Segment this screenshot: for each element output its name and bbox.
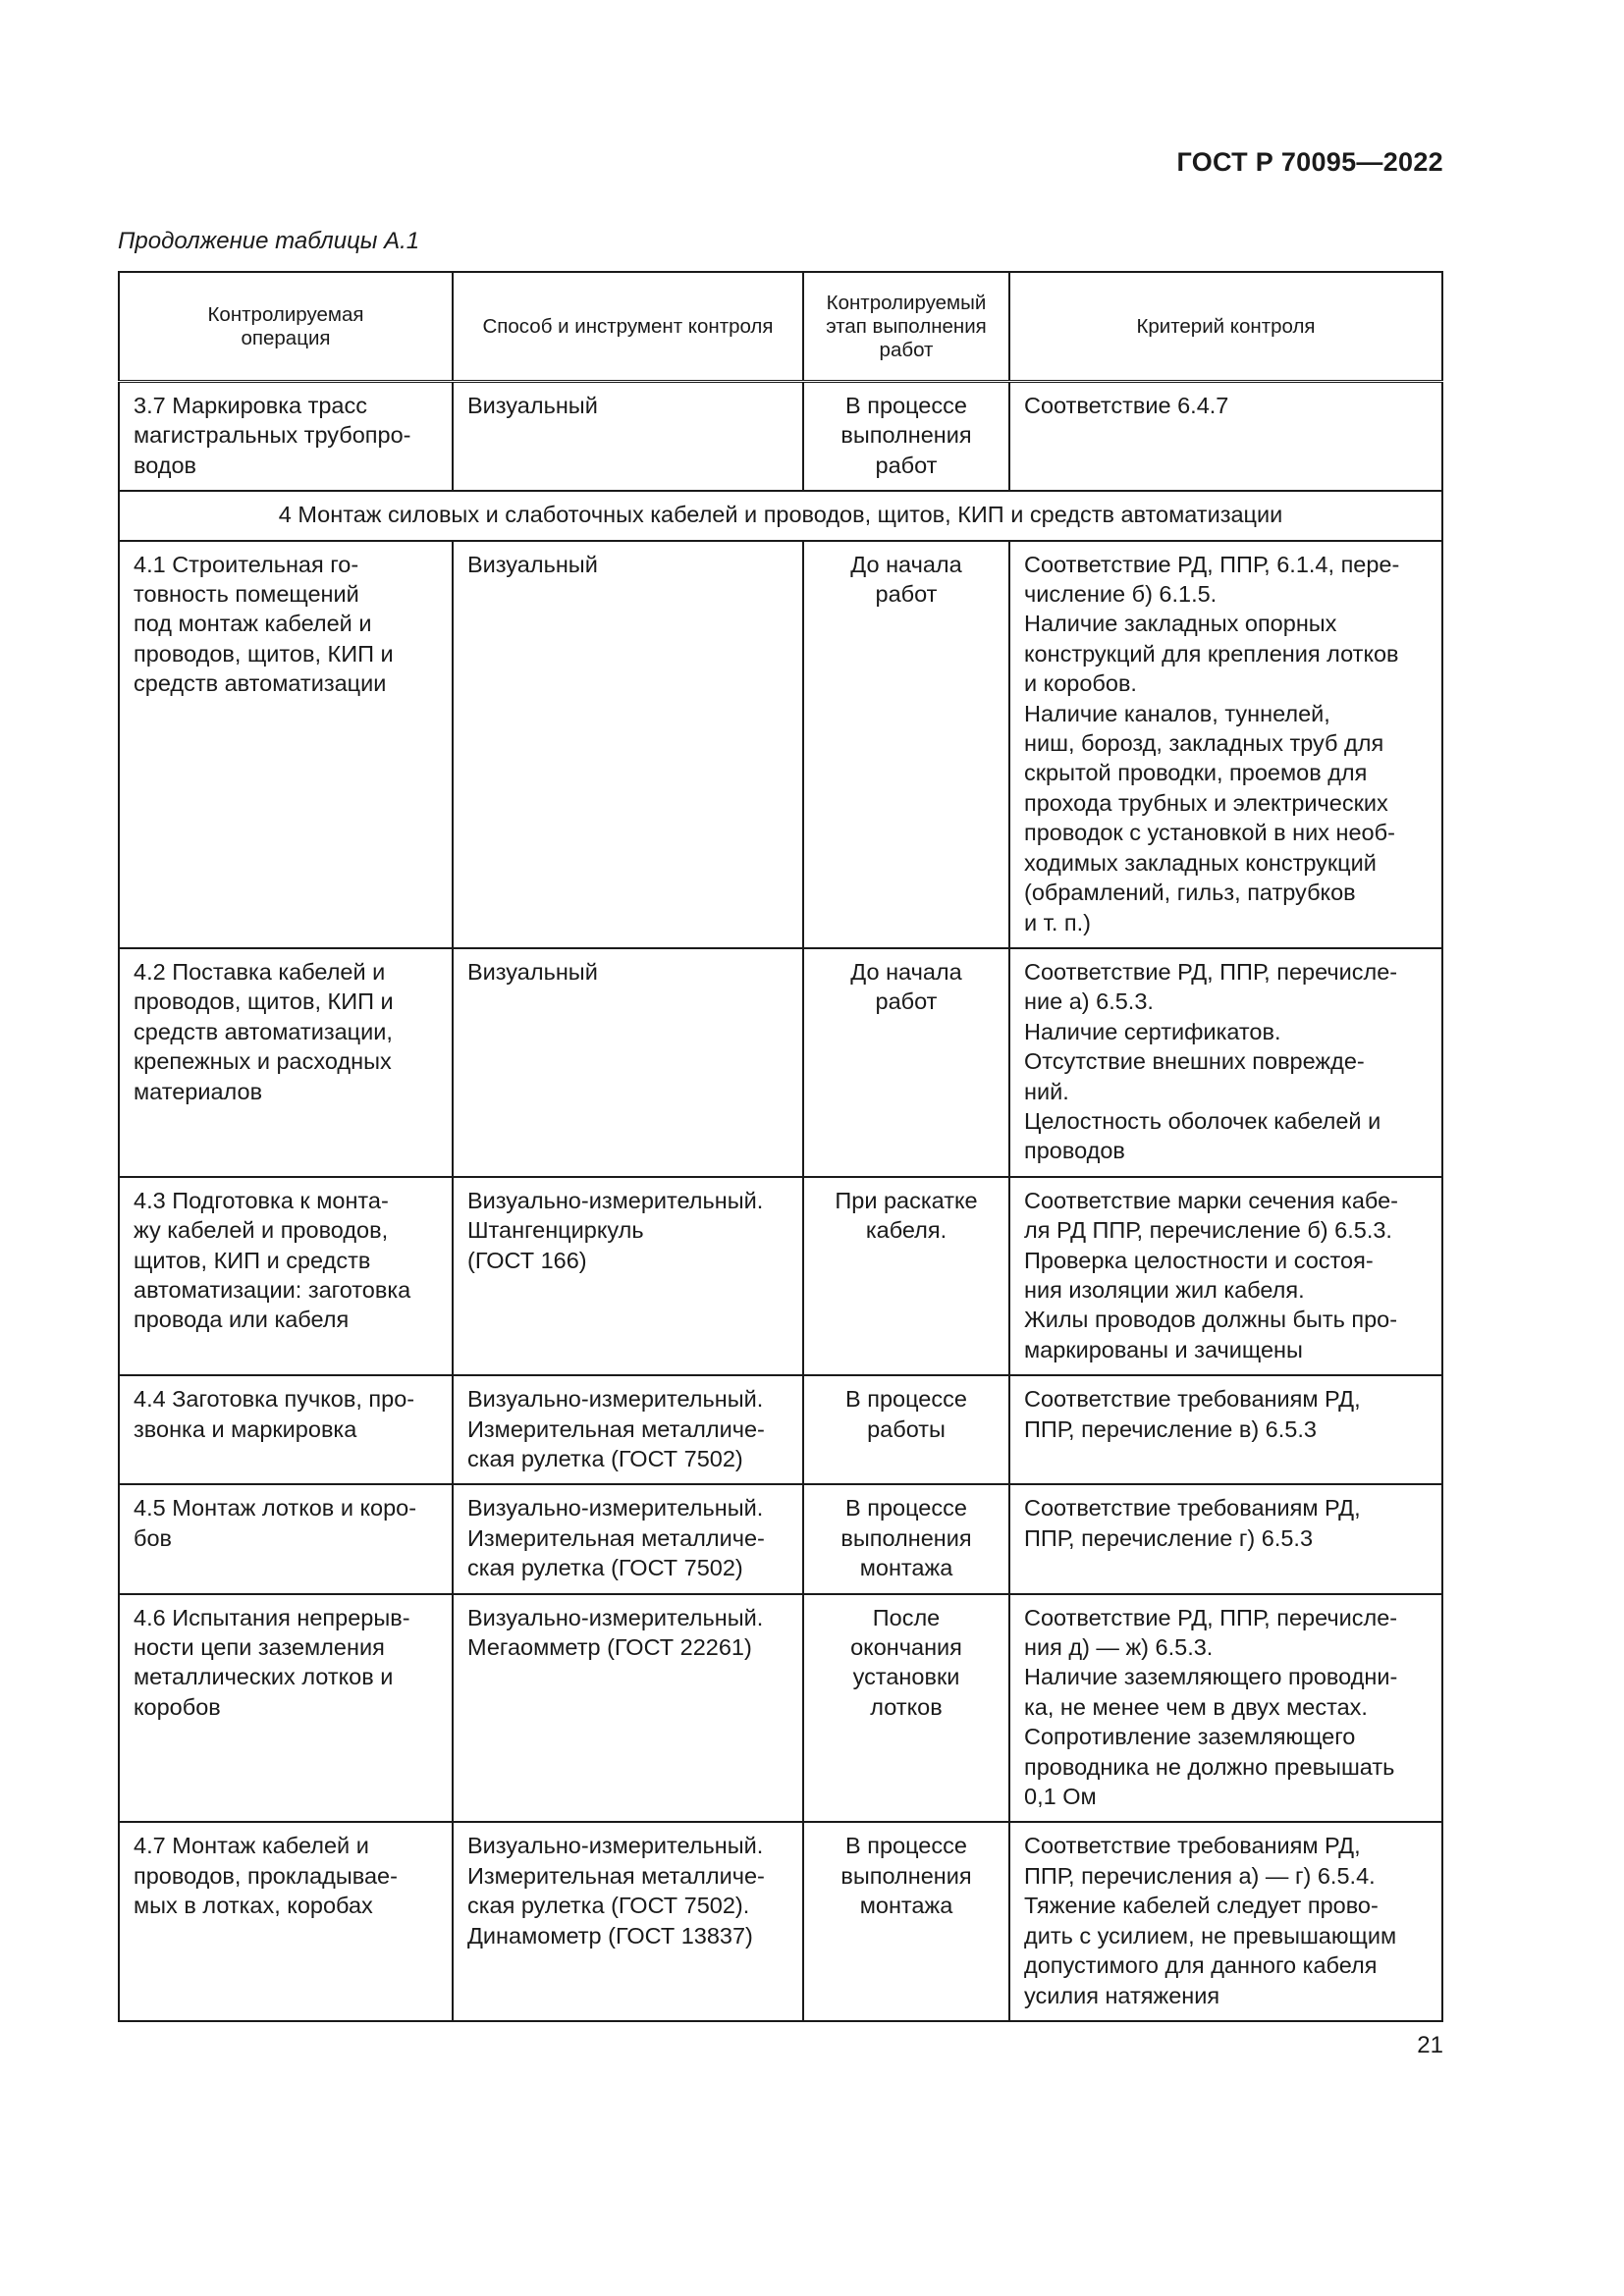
text-line: дить с усилием, не превышающим (1024, 1922, 1397, 1949)
cell-criterion (1009, 541, 1442, 948)
text-line: провода или кабеля (134, 1307, 350, 1333)
table-row (119, 1484, 1442, 1593)
text-line: В процессе (845, 1833, 967, 1859)
text-line: проводов, прокладывае- (134, 1862, 398, 1889)
text-line: Отсутствие внешних поврежде- (1024, 1048, 1365, 1075)
text-line: операция (241, 326, 331, 349)
text-line: и коробов. (1024, 670, 1137, 697)
cell-stage (803, 1177, 1009, 1375)
text-line: 4.2 Поставка кабелей и (134, 958, 386, 985)
table-caption: Продолжение таблицы А.1 (118, 228, 420, 254)
text-line: В процессе (845, 1386, 967, 1413)
text-line: 4.6 Испытания непрерыв- (134, 1604, 410, 1630)
text-line: водов (134, 452, 197, 478)
text-line: Соответствие РД, ППР, перечисле- (1024, 1604, 1398, 1630)
text-line: под монтаж кабелей и (134, 611, 372, 637)
text-line: звонка и маркировка (134, 1415, 357, 1442)
cell-criterion (1009, 1822, 1442, 2020)
text-line: Соответствие 6.4.7 (1024, 393, 1229, 418)
text-line: Соответствие требованиям РД, (1024, 1833, 1361, 1859)
cell-operation (119, 1594, 453, 1823)
table-header-row (119, 272, 1442, 382)
text-line: этап выполнения (826, 314, 987, 338)
text-line: Визуально-измерительный. (467, 1386, 764, 1413)
text-line: ния д) — ж) 6.5.3. (1024, 1634, 1214, 1661)
table-row (119, 1177, 1442, 1375)
text-line: Жилы проводов должны быть про- (1024, 1307, 1398, 1333)
text-line: усилия натяжения (1024, 1982, 1220, 2008)
text-line: ходимых закладных конструкций (1024, 849, 1377, 876)
section-row (119, 491, 1442, 540)
table-row (119, 382, 1442, 492)
text-line: работы (867, 1415, 946, 1442)
text-line: При раскатке (835, 1187, 978, 1213)
cell-criterion (1009, 1177, 1442, 1375)
text-line: монтажа (859, 1893, 953, 1919)
text-line: Соответствие марки сечения кабе- (1024, 1187, 1398, 1213)
text-line: окончания (850, 1634, 962, 1661)
text-line: допустимого для данного кабеля (1024, 1952, 1378, 1979)
cell-method (453, 1484, 803, 1593)
text-line: лотков (870, 1693, 943, 1720)
header-operation (119, 272, 453, 382)
text-line: Соответствие требованиям РД, (1024, 1495, 1361, 1522)
text-line: конструкций для крепления лотков (1024, 640, 1399, 667)
text-line: (ГОСТ 166) (467, 1247, 587, 1273)
header-criterion (1009, 272, 1442, 382)
text-line: ний. (1024, 1078, 1069, 1104)
text-line: работ (875, 581, 938, 608)
cell-stage (803, 948, 1009, 1177)
text-line: Визуальный (467, 551, 598, 577)
text-line: Визуально-измерительный. (467, 1187, 764, 1213)
text-line: Наличие заземляющего проводни- (1024, 1664, 1398, 1690)
cell-operation (119, 1822, 453, 2020)
text-line: 0,1 Ом (1024, 1784, 1097, 1810)
text-line: ская рулетка (ГОСТ 7502) (467, 1446, 743, 1471)
text-line: Визуально-измерительный. (467, 1495, 764, 1522)
text-line: Наличие каналов, туннелей, (1024, 700, 1330, 726)
text-line: До начала (850, 958, 962, 985)
cell-operation (119, 382, 453, 492)
text-line: Тяжение кабелей следует прово- (1024, 1893, 1379, 1919)
cell-operation (119, 948, 453, 1177)
cell-method (453, 541, 803, 948)
table-row (119, 1594, 1442, 1823)
text-line: Измерительная металличе- (467, 1862, 765, 1889)
text-line: товность помещений (134, 581, 359, 608)
text-line: 4.1 Строительная го- (134, 551, 359, 577)
cell-method (453, 1594, 803, 1823)
text-line: Способ и инструмент контроля (482, 314, 774, 338)
cell-method (453, 1375, 803, 1484)
table-row (119, 948, 1442, 1177)
cell-operation (119, 1177, 453, 1375)
cell-stage (803, 541, 1009, 948)
cell-stage (803, 1375, 1009, 1484)
text-line: Визуальный (467, 958, 598, 985)
cell-operation (119, 1484, 453, 1593)
section-title: 4 Монтаж силовых и слаботочных кабелей и проводов, щитов, КИП и средств автоматизации (119, 491, 1442, 540)
cell-operation (119, 541, 453, 948)
text-line: До начала (850, 551, 962, 577)
text-line: Наличие закладных опорных (1024, 611, 1337, 637)
text-line: средств автоматизации, (134, 1018, 393, 1044)
text-line: (обрамлений, гильз, патрубков (1024, 880, 1356, 906)
text-line: средств автоматизации (134, 670, 387, 697)
table-row (119, 541, 1442, 948)
text-line: работ (879, 338, 934, 361)
cell-method (453, 382, 803, 492)
text-line: работ (875, 452, 938, 478)
cell-criterion (1009, 948, 1442, 1177)
text-line: жу кабелей и проводов, (134, 1217, 389, 1244)
text-line: Наличие сертификатов. (1024, 1018, 1281, 1044)
text-line: 4.4 Заготовка пучков, про- (134, 1386, 415, 1413)
text-line: металлических лотков и (134, 1664, 394, 1690)
cell-stage (803, 1594, 1009, 1823)
text-line: После (872, 1604, 941, 1630)
text-line: прохода трубных и электрических (1024, 789, 1388, 816)
text-line: Измерительная металличе- (467, 1415, 765, 1442)
text-line: Целостность оболочек кабелей и (1024, 1107, 1381, 1134)
table-row (119, 1822, 1442, 2020)
text-line: проводов, щитов, КИП и (134, 640, 394, 667)
header-method (453, 272, 803, 382)
text-line: ния изоляции жил кабеля. (1024, 1276, 1305, 1303)
cell-method (453, 1822, 803, 2020)
text-line: В процессе (845, 1495, 967, 1522)
text-line: Сопротивление заземляющего (1024, 1724, 1356, 1750)
text-line: ППР, перечисление в) 6.5.3 (1024, 1415, 1317, 1442)
cell-operation (119, 1375, 453, 1484)
cell-criterion (1009, 1375, 1442, 1484)
text-line: магистральных трубопро- (134, 422, 411, 449)
text-line: ние а) 6.5.3. (1024, 988, 1154, 1015)
text-line: и т. п.) (1024, 909, 1091, 935)
cell-method (453, 948, 803, 1177)
text-line: ППР, перечисления а) — г) 6.5.4. (1024, 1862, 1376, 1889)
cell-method (453, 1177, 803, 1375)
text-line: Измерительная металличе- (467, 1524, 765, 1551)
text-line: ка, не менее чем в двух местах. (1024, 1693, 1368, 1720)
text-line: Мегаомметр (ГОСТ 22261) (467, 1634, 752, 1661)
text-line: крепежных и расходных (134, 1048, 392, 1075)
text-line: 4.3 Подготовка к монта- (134, 1187, 389, 1213)
cell-criterion (1009, 382, 1442, 492)
text-line: проводника не должно превышать (1024, 1753, 1395, 1780)
text-line: Контролируемая (207, 302, 364, 326)
text-line: Критерий контроля (1136, 314, 1316, 338)
text-line: 3.7 Маркировка трасс (134, 393, 368, 418)
text-line: монтажа (859, 1555, 953, 1581)
text-line: бов (134, 1524, 173, 1551)
header-stage (803, 272, 1009, 382)
page-number: 21 (1417, 2032, 1443, 2058)
text-line: проводов, щитов, КИП и (134, 988, 394, 1015)
text-line: скрытой проводки, проемов для (1024, 760, 1368, 786)
text-line: Визуально-измерительный. (467, 1604, 764, 1630)
text-line: Визуально-измерительный. (467, 1833, 764, 1859)
text-line: Контролируемый (826, 291, 987, 314)
text-line: числение б) 6.1.5. (1024, 581, 1218, 608)
text-line: Соответствие РД, ППР, перечисле- (1024, 958, 1398, 985)
text-line: ская рулетка (ГОСТ 7502). (467, 1893, 750, 1919)
text-line: проводок с установкой в них необ- (1024, 820, 1395, 846)
text-line: выполнения (840, 1524, 972, 1551)
cell-criterion (1009, 1484, 1442, 1593)
text-line: материалов (134, 1078, 263, 1104)
text-line: ности цепи заземления (134, 1634, 385, 1661)
text-line: ля РД ППР, перечисление б) 6.5.3. (1024, 1217, 1392, 1244)
cell-stage (803, 1822, 1009, 2020)
text-line: ППР, перечисление г) 6.5.3 (1024, 1524, 1314, 1551)
cell-stage (803, 1484, 1009, 1593)
cell-stage (803, 382, 1009, 492)
standard-code: ГОСТ Р 70095—2022 (1176, 147, 1443, 177)
text-line: ская рулетка (ГОСТ 7502) (467, 1555, 743, 1581)
text-line: Штангенциркуль (467, 1217, 644, 1244)
text-line: работ (875, 988, 938, 1015)
text-line: выполнения (840, 1862, 972, 1889)
text-line: автоматизации: заготовка (134, 1276, 411, 1303)
text-line: Проверка целостности и состоя- (1024, 1247, 1374, 1273)
text-line: 4.5 Монтаж лотков и коро- (134, 1495, 417, 1522)
text-line: Визуальный (467, 393, 598, 418)
cell-criterion (1009, 1594, 1442, 1823)
text-line: Соответствие требованиям РД, (1024, 1386, 1361, 1413)
text-line: проводов (1024, 1138, 1125, 1164)
text-line: Динамометр (ГОСТ 13837) (467, 1922, 753, 1949)
text-line: коробов (134, 1693, 221, 1720)
text-line: маркированы и зачищены (1024, 1336, 1303, 1362)
table-rows (119, 541, 1442, 2021)
text-line: 4.7 Монтаж кабелей и (134, 1833, 369, 1859)
text-line: щитов, КИП и средств (134, 1247, 371, 1273)
text-line: мых в лотках, коробах (134, 1893, 373, 1919)
table-row (119, 1375, 1442, 1484)
text-line: ниш, борозд, закладных труб для (1024, 730, 1384, 757)
text-line: Соответствие РД, ППР, 6.1.4, пере- (1024, 551, 1400, 577)
text-line: выполнения (840, 422, 972, 449)
text-line: установки (852, 1664, 960, 1690)
control-table (118, 271, 1443, 2022)
text-line: кабеля. (865, 1217, 947, 1244)
text-line: В процессе (845, 393, 967, 418)
